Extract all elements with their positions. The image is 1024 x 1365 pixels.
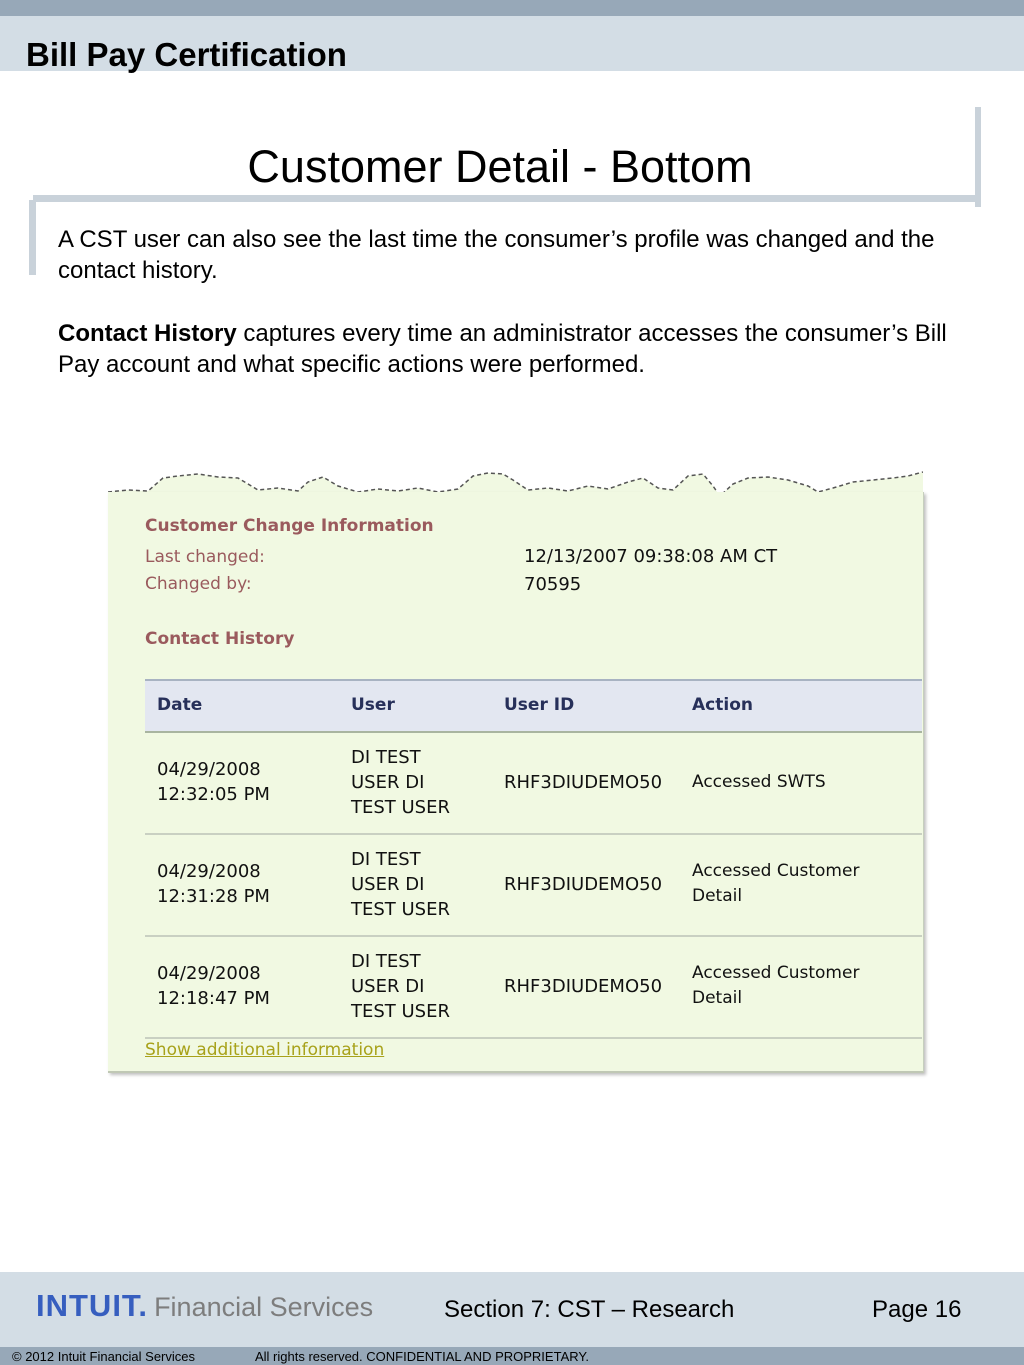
footer-bar [0,1272,1024,1347]
intuit-financial-services-logo [36,1288,373,1328]
contact-history-description: captures every time an administrator accesses the consumer’s Bill Pay account and what specific actions were performed. [58,320,947,378]
contact-history-paragraph [58,318,948,380]
copyright-text: © 2012 Intuit Financial Services [12,1349,196,1364]
cell-user [351,847,481,922]
footer-section: Section 7: CST – Research [444,1296,735,1323]
action-line: Accessed Customer [692,963,860,983]
cell-date [157,859,337,909]
user-line: DI TEST [351,951,421,972]
title-frame-bottom [33,195,981,202]
column-header-user-id[interactable]: User ID [504,695,575,715]
header-bar [0,16,1024,71]
column-header-date[interactable]: Date [157,695,203,715]
last-changed-value: 12/13/2007 09:38:08 AM CT [524,546,778,567]
body-text [58,224,948,412]
cell-date [157,757,337,807]
table-row [145,835,922,937]
customer-detail-panel [108,492,924,1073]
table-row [145,937,922,1039]
top-stripe [0,0,1024,16]
header-title: Bill Pay Certification [26,36,347,73]
user-line: USER DI [351,874,425,895]
changed-by-value: 70595 [524,574,582,595]
contact-history-term: Contact History [58,320,237,347]
logo-intuit-text: INTUIT. [36,1288,149,1323]
copyright-bar [0,1347,1024,1365]
user-line: TEST USER [351,899,450,920]
column-header-action[interactable]: Action [692,695,753,715]
intro-paragraph: A CST user can also see the last time the consumer’s profile was changed and the contact history. [58,226,935,284]
slide-title: Customer Detail - Bottom [247,141,753,192]
last-changed-label: Last changed: [145,547,265,567]
contact-history-title: Contact History [145,629,295,649]
page-number: Page 16 [872,1296,962,1323]
user-line: TEST USER [351,1001,450,1022]
time-line: 12:18:47 PM [157,988,270,1009]
show-additional-information-link[interactable]: Show additional information [145,1040,385,1060]
table-header [145,681,922,733]
cell-action [692,770,917,795]
cell-action [692,961,917,1011]
body-frame-left [29,200,36,275]
date-line: 04/29/2008 [157,963,261,984]
user-line: DI TEST [351,747,421,768]
cell-action [692,859,917,909]
action-line: Detail [692,988,743,1008]
rights-text: All rights reserved. CONFIDENTIAL AND PROPRIETARY. [255,1349,589,1364]
cell-user [351,745,481,820]
time-line: 12:32:05 PM [157,784,270,805]
column-header-user[interactable]: User [351,695,395,715]
time-line: 12:31:28 PM [157,886,270,907]
changed-by-label: Changed by: [145,574,252,594]
customer-change-title: Customer Change Information [145,516,434,536]
user-line: DI TEST [351,849,421,870]
logo-financial-text: Financial Services [154,1292,374,1322]
cell-user [351,949,481,1024]
cell-user-id: RHF3DIUDEMO50 [504,772,663,793]
action-line: Accessed SWTS [692,772,826,792]
user-line: USER DI [351,976,425,997]
cell-user-id: RHF3DIUDEMO50 [504,874,663,895]
user-line: USER DI [351,772,425,793]
user-line: TEST USER [351,797,450,818]
table-row [145,733,922,835]
action-line: Detail [692,886,743,906]
date-line: 04/29/2008 [157,861,261,882]
cell-user-id: RHF3DIUDEMO50 [504,976,663,997]
contact-history-table [145,679,922,1039]
action-line: Accessed Customer [692,861,860,881]
customer-detail-screenshot [108,470,923,1071]
date-line: 04/29/2008 [157,759,261,780]
cell-date [157,961,337,1011]
